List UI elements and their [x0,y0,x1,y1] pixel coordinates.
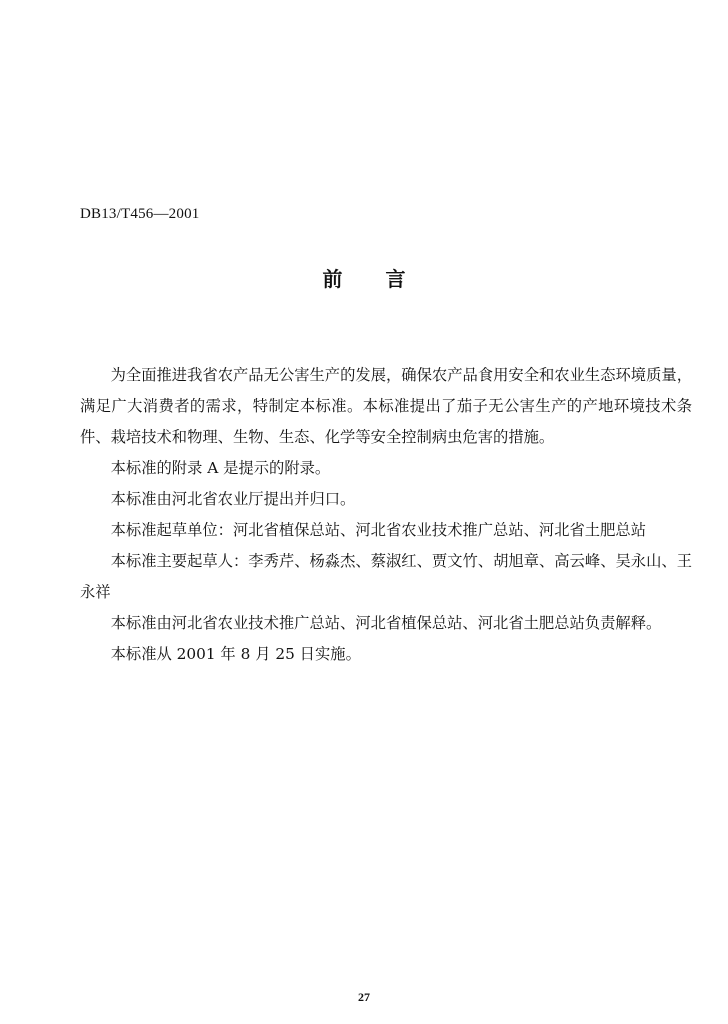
paragraph-appendix: 本标准的附录 A 是提示的附录。 [110,459,331,477]
foreword-body [80,360,692,670]
page-title: 前 言 [322,267,424,291]
document-code: DB13/T456—2001 [80,206,200,222]
paragraph-effective-date: 本标准从 2001 年 8 月 25 日实施。 [110,645,361,663]
paragraph-drafting-units: 本标准起草单位：河北省植保总站、河北省农业技术推广总站、河北省土肥总站 [110,521,646,539]
paragraph-proposer: 本标准由河北省农业厅提出并归口。 [110,490,356,508]
paragraph-drafters: 本标准主要起草人：李秀芹、杨淼杰、蔡淑红、贾文竹、胡旭章、高云峰、吴永山、王永祥 [80,552,692,601]
paragraph-purpose: 为全面推进我省农产品无公害生产的发展，确保农产品食用安全和农业生态环境质量，满足广大消费者的需求，特制定本标准。本标准提出了茄子无公害生产的产地环境技术条件、栽培技术和物理、生物、生态、化学等安全控制病虫危害的措施。 [80,366,692,446]
paragraph-interpretation: 本标准由河北省农业技术推广总站、河北省植保总站、河北省土肥总站负责解释。 [110,614,662,632]
page-number: 27 [358,990,370,1004]
